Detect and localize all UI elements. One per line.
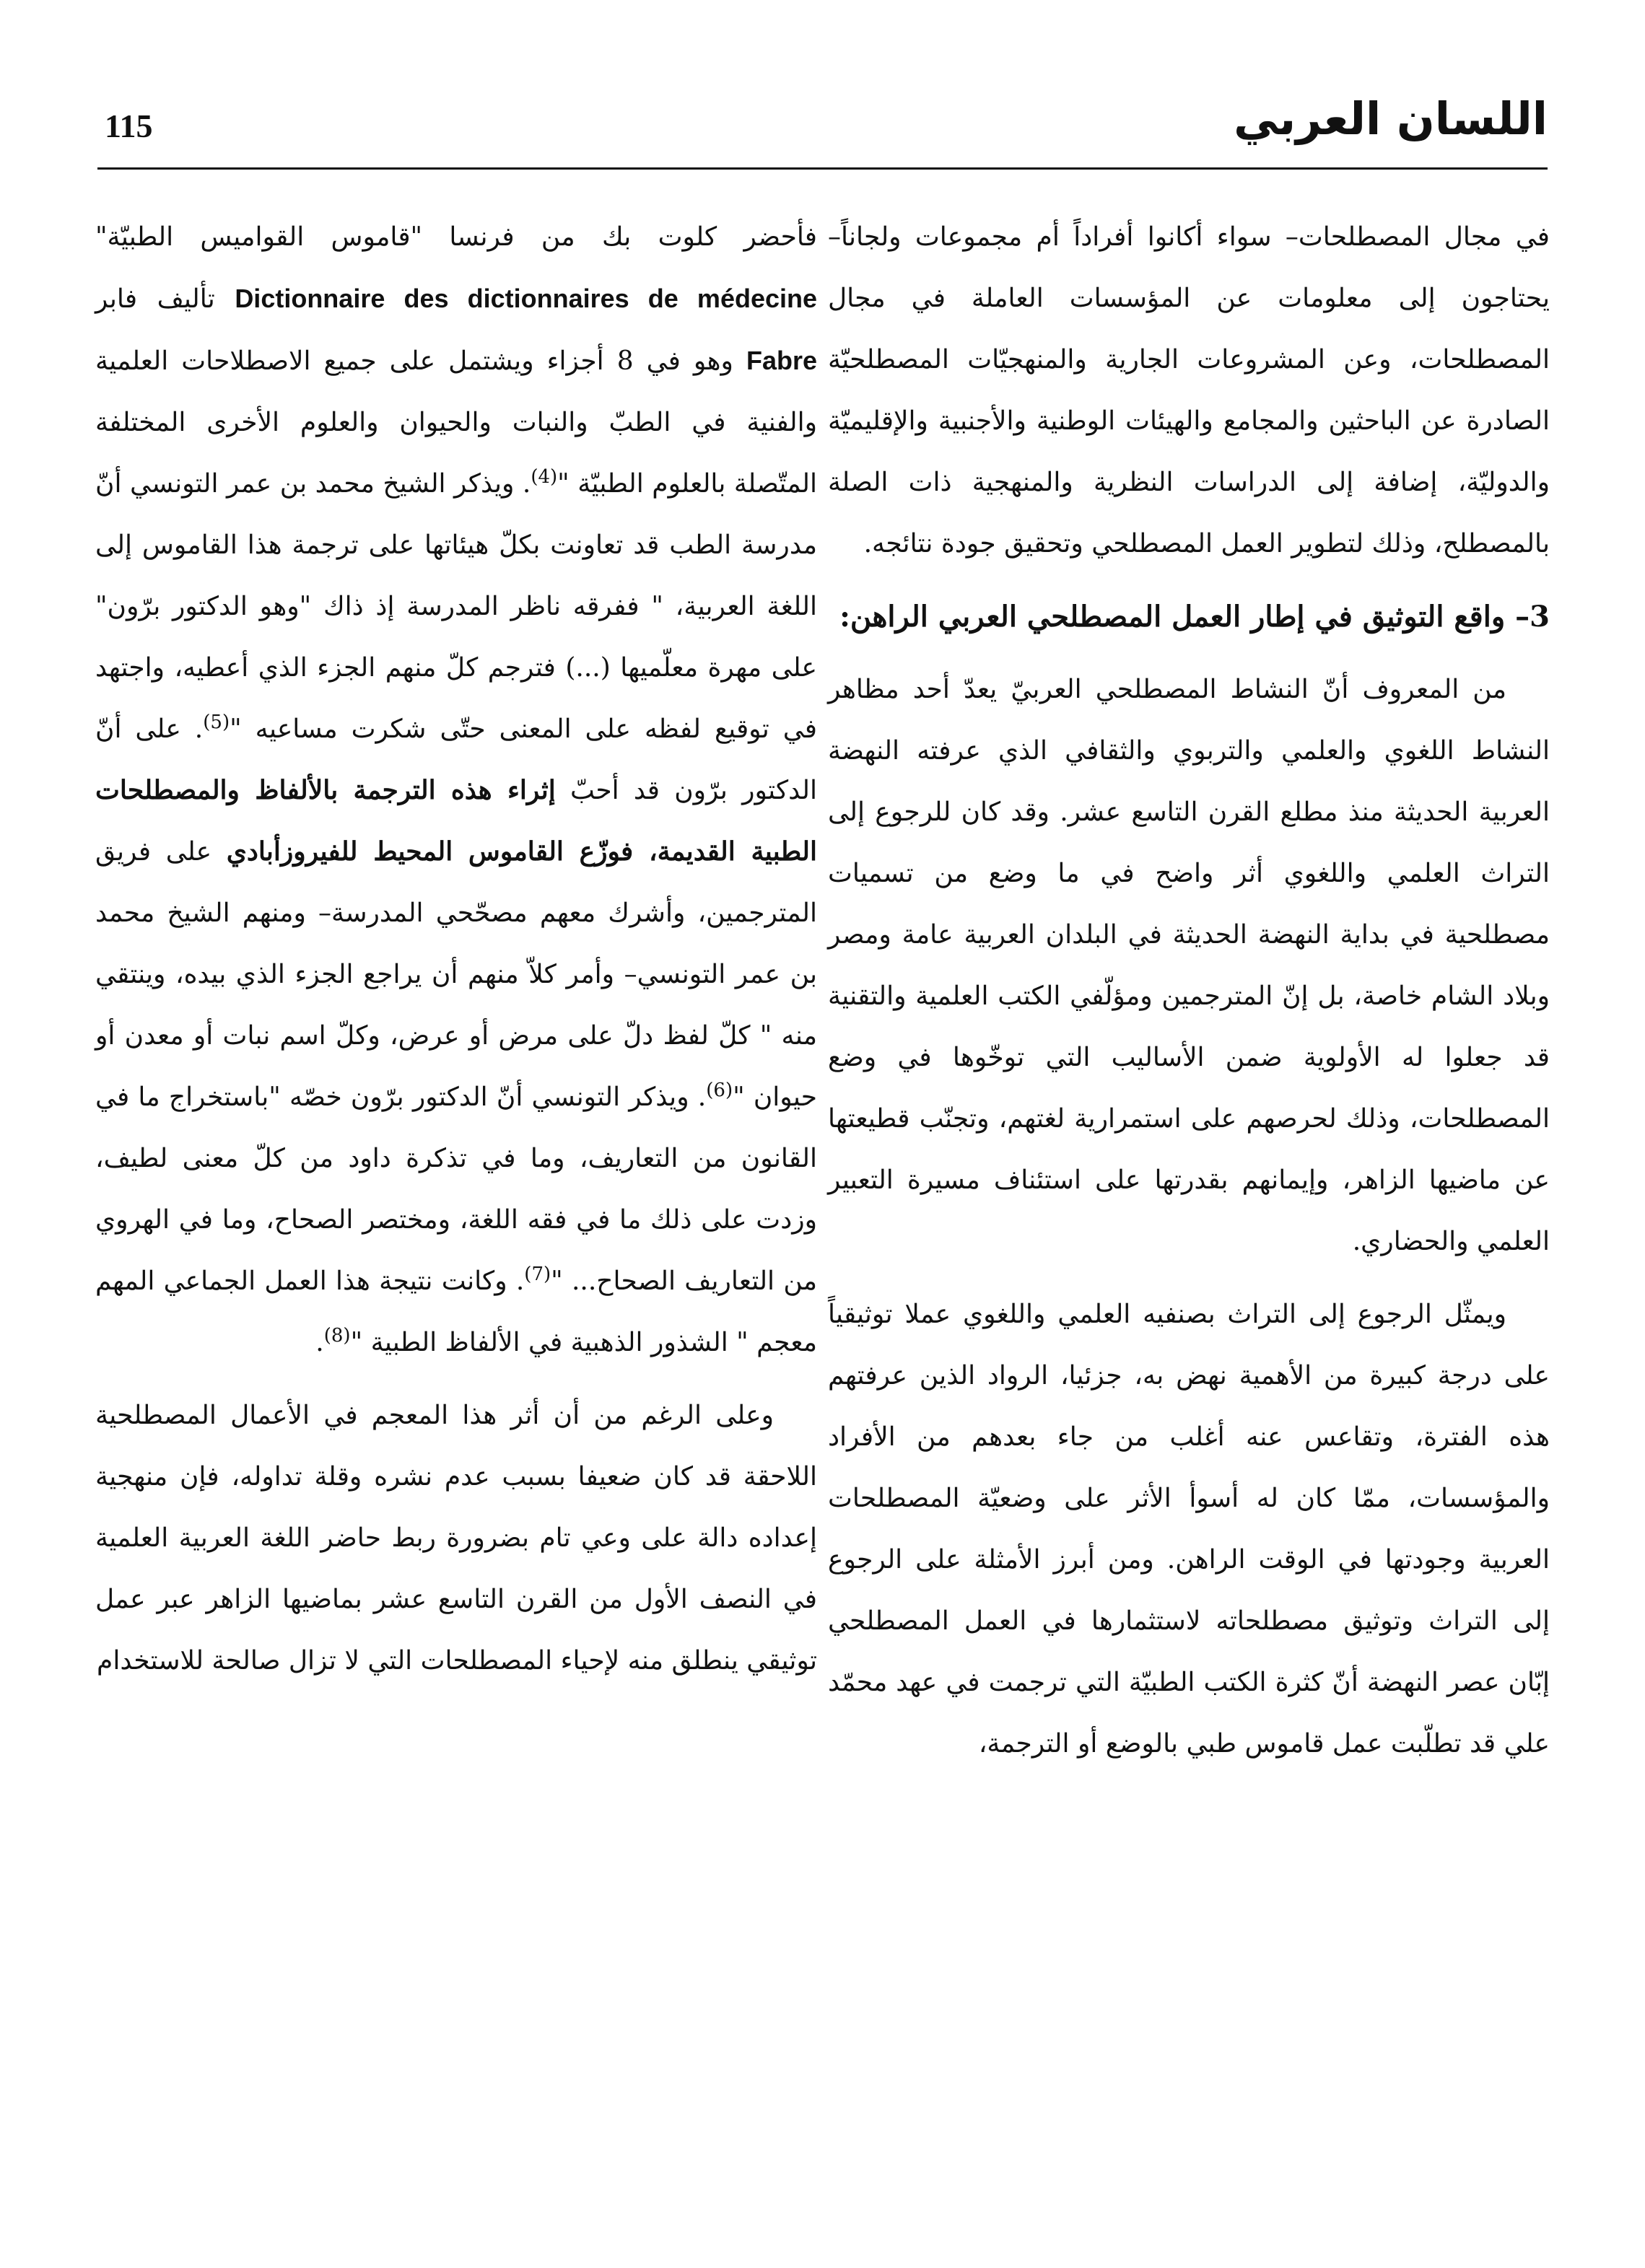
- paragraph-impact: وعلى الرغم من أن أثر هذا المعجم في الأعمال المصطلحية اللاحقة قد كان ضعيفا بسبب عدم نشره وقلة تداوله، فإن منهجية إعداده دالة على وعي تام بضرورة ربط حاضر اللغة العربية العلمية في النصف الأول من القرن التاسع عشر بماضيها الزاهر عبر عمل توثيقي ينطلق منه لإحياء المصطلحات التي لا تزال صالحة للاستخدام: [95, 1401, 817, 1676]
- footnote-ref: (4): [531, 466, 558, 488]
- page-number: 115: [105, 108, 153, 144]
- paragraph-dictionary-history: فأحضر كلوت بك من فرنسا "قاموس القواميس الطبيّة" Dictionnaire des dictionnaires de médecine تأليف فابر Fabre وهو في 8 أجزاء ويشتمل على جميع الاصطلاحات العلمية والفنية في الطبّ والنبات والحيوان والعلوم الأخرى المختلفة المتّصلة بالعلوم الطبيّة "$^{(4)}$. ويذكر الشيخ محمد بن عمر التونسي أنّ مدرسة الطب قد تعاونت بكلّ هيئاتها على ترجمة هذا القاموس إلى اللغة العربية، " ففرقه ناظر المدرسة إذ ذاك "وهو الدكتور برّون" على مهرة معلّميها (...) فترجم كلّ منهم الجزء الذي أعطيه، واجتهد في توقيع لفظه على المعنى حتّى شكرت مساعيه "$^{(5)}$. على أنّ الدكتور برّون قد أحبّ إثراء هذه الترجمة بالألفاظ والمصطلحات الطبية القديمة، فوزّع القاموس المحيط للفيروزأبادي على فريق المترجمين، وأشرك معهم مصحّحي المدرسة– ومنهم الشيخ محمد بن عمر التونسي– وأمر كلاّ منهم أن يراجع الجزء الذي بيده، وينتقي منه " كلّ لفظ دلّ على مرض أو عرض، وكلّ اسم نبات أو معدن أو حيوان "$^{(6)}$. ويذكر التونسي أنّ الدكتور برّون خصّه "باستخراج ما في القانون من التعاريف، وما في تذكرة داود من كلّ معنى لطيف، وزدت على ذلك ما في فقه اللغة، ومختصر الصحاح، وما في الهروي من التعاريف الصحاح... "$^{(7)}$. وكانت نتيجة هذا العمل الجماعي المهم معجم " الشذور الذهبية في الألفاظ الطبية "$^{(8)}$.: [95, 222, 818, 1357]
- latin-dictionary-title: Dictionnaire des dictionnaires de médecine: [235, 284, 818, 313]
- bold-emphasis: إثراء هذه الترجمة بالألفاظ والمصطلحات الطبية القديمة، فوزّع القاموس المحيط للفيروزأبادي: [95, 775, 817, 867]
- left-column: [95, 206, 817, 1703]
- footnote-ref: (6): [706, 1080, 733, 1101]
- right-column: [828, 206, 1550, 1786]
- paragraph-continuation: في مجال المصطلحات– سواء أكانوا أفراداً أم مجموعات ولجاناً– يحتاجون إلى معلومات عن المؤسسات العاملة في مجال المصطلحات، وعن المشروعات الجارية والمنهجيّات المصطلحيّة الصادرة عن الباحثين والمجامع والهيئات الوطنية والأجنبية والإقليميّة والدوليّة، إضافة إلى الدراسات النظرية والمنهجية ذات الصلة بالمصطلح، وذلك لتطوير العمل المصطلحي وتحقيق جودة نتائجه.: [828, 222, 1550, 559]
- latin-author-name: Fabre: [746, 346, 817, 375]
- footnote-ref: (5): [203, 712, 230, 733]
- section-heading: 3– واقع التوثيق في إطار العمل المصطلحي العربي الراهن:: [839, 600, 1550, 634]
- paragraph-heritage: ويمثّل الرجوع إلى التراث بصنفيه العلمي واللغوي عملا توثيقياً على درجة كبيرة من الأهمية نهض به، جزئيا، الرواد الذين عرفتهم هذه الفترة، وتقاعس عنه أغلب من جاء بعدهم من الأفراد والمؤسسات، ممّا كان له أسوأ الأثر على وضعيّة المصطلحات العربية وجودتها في الوقت الراهن. ومن أبرز الأمثلة على الرجوع إلى التراث وتوثيق مصطلحاته لاستثمارها في العمل المصطلحي إبّان عصر النهضة أنّ كثرة الكتب الطبيّة التي ترجمت في عهد محمّد علي قد تطلّبت عمل قاموس طبي بالوضع أو الترجمة،: [828, 1300, 1550, 1759]
- journal-logo: اللسان العربي: [1234, 92, 1548, 145]
- header-divider: [97, 167, 1548, 170]
- footnote-ref: (8): [323, 1325, 351, 1347]
- footnote-ref: (7): [524, 1264, 551, 1285]
- paragraph-intro: من المعروف أنّ النشاط المصطلحي العربيّ يعدّ أحد مظاهر النشاط اللغوي والعلمي والتربوي والثقافي الذي عرفته النهضة العربية الحديثة منذ مطلع القرن التاسع عشر. وقد كان للرجوع إلى التراث العلمي واللغوي أثر واضح في ما وضع من تسميات مصطلحية في بداية النهضة الحديثة في البلدان العربية عامة ومصر وبلاد الشام خاصة، بل إنّ المترجمين ومؤلّفي الكتب العلمية والتقنية قد جعلوا له الأولوية ضمن الأساليب التي توخّوها في وضع المصطلحات، وذلك لحرصهم على استمرارية لغتهم، وتجنّب قطيعتها عن ماضيها الزاهر، وإيمانهم بقدرتها على استئناف مسيرة التعبير العلمي والحضاري.: [828, 675, 1550, 1256]
